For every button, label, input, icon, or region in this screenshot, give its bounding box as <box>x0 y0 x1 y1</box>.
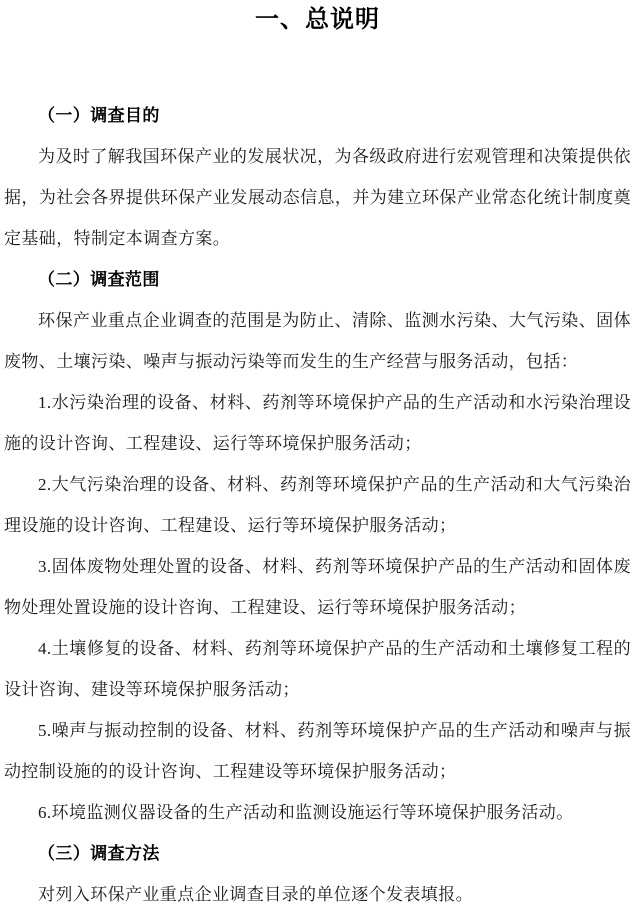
paragraph-survey-purpose: 为及时了解我国环保产业的发展状况，为各级政府进行宏观管理和决策提供依据，为社会各界提供环保产业发展动态信息，并为建立环保产业常态化统计制度奠定基础，特制定本调查方案。 <box>4 147 631 248</box>
section-heading-survey-method: （三）调查方法 <box>38 844 160 863</box>
list-item-3-solid-waste: 3.固体废物处理处置的设备、材料、药剂等环境保护产品的生产活动和固体废物处理处置设施的设计咨询、工程建设、运行等环境保护服务活动； <box>4 557 631 617</box>
document-content <box>4 95 631 915</box>
paragraph-scope-intro: 环保产业重点企业调查的范围是为防止、清除、监测水污染、大气污染、固体废物、土壤污染、噪声与振动污染等而发生的生产经营与服务活动，包括： <box>4 311 631 371</box>
list-item-4-soil-remediation: 4.土壤修复的设备、材料、药剂等环境保护产品的生产活动和土壤修复工程的设计咨询、建设等环境保护服务活动； <box>4 639 631 699</box>
list-item-5-noise-vibration: 5.噪声与振动控制的设备、材料、药剂等环境保护产品的生产活动和噪声与振动控制设施的的设计咨询、工程建设等环境保护服务活动； <box>4 721 631 781</box>
page-title: 一、总说明 <box>255 7 380 33</box>
list-item-6-environmental-monitoring: 6.环境监测仪器设备的生产活动和监测设施运行等环境保护服务活动。 <box>38 803 574 822</box>
list-item-1-water-pollution: 1.水污染治理的设备、材料、药剂等环境保护产品的生产活动和水污染治理设施的设计咨询、工程建设、运行等环境保护服务活动； <box>4 393 631 453</box>
section-heading-survey-scope: （二）调查范围 <box>38 270 160 289</box>
list-item-2-air-pollution: 2.大气污染治理的设备、材料、药剂等环境保护产品的生产活动和大气污染治理设施的设计咨询、工程建设、运行等环境保护服务活动； <box>4 475 631 535</box>
section-heading-survey-purpose: （一）调查目的 <box>38 106 160 125</box>
paragraph-survey-method: 对列入环保产业重点企业调查目录的单位逐个发表填报。 <box>38 885 473 904</box>
